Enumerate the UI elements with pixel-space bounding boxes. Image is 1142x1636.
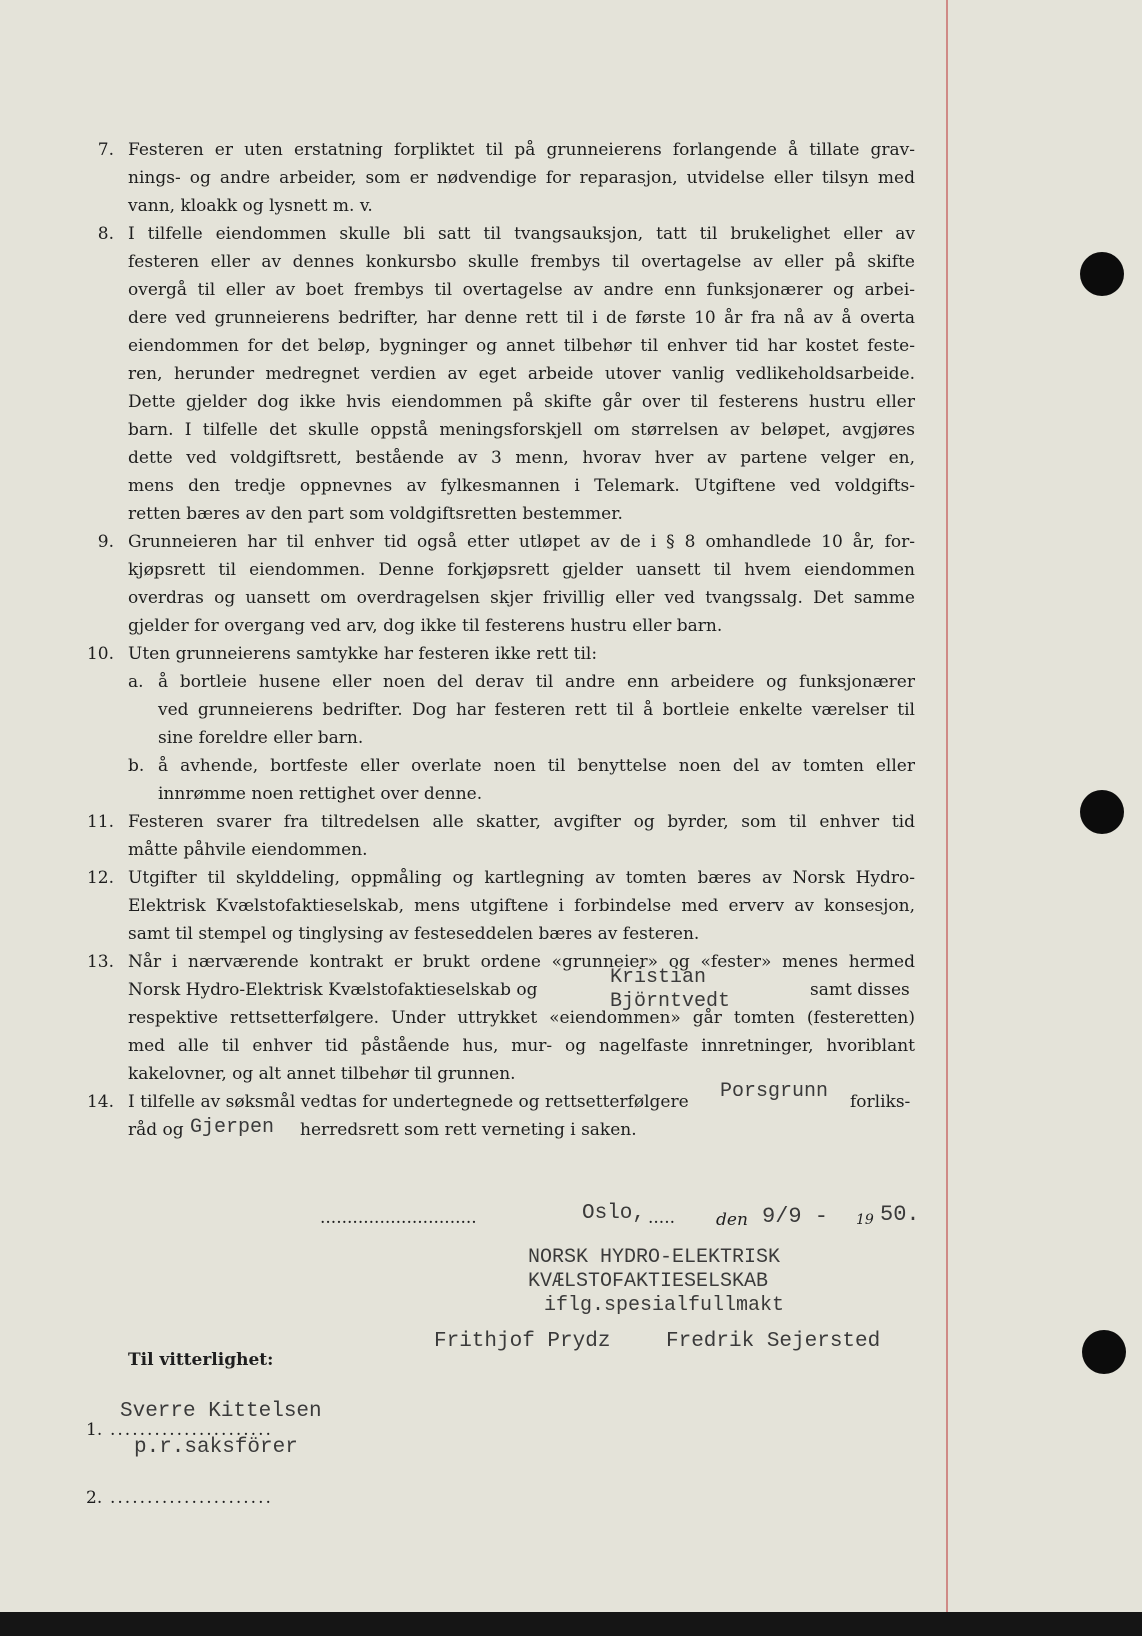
witness-number: 1. [86, 1420, 103, 1440]
date-dots: ..... [648, 1208, 676, 1228]
clause-line: overgå til eller av boet frembys til overtagelse av andre enn funksjonærer og arbei- [128, 280, 915, 300]
company-name: NORSK HYDRO-ELEKTRISK [528, 1246, 781, 1269]
witness-label: Til vitterlighet: [128, 1350, 274, 1370]
clause-line: måtte påhvile eiendommen. [128, 840, 368, 860]
witness-dots: ...................... [110, 1488, 273, 1508]
subclause-line: ved grunneierens bedrifter. Dog har festeren rett til å bortleie enkelte værelser til [158, 700, 915, 720]
signer-name: Frithjof Prydz [434, 1330, 611, 1353]
clause-number: 9. [97, 532, 114, 552]
clause-line-fragment: forliks- [850, 1092, 911, 1112]
subclause-line: sine foreldre eller barn. [158, 728, 364, 748]
clause-line: gjelder for overgang ved arv, dog ikke til festerens hustru eller barn. [128, 616, 723, 636]
typed-place: Oslo, [582, 1202, 646, 1225]
clause-line: barn. I tilfelle det skulle oppstå meningsforskjell om størrelsen av beløpet, avgjøres [128, 420, 915, 440]
witness-dots: ...................... [110, 1420, 273, 1440]
typed-herredsrett-place: Gjerpen [190, 1116, 275, 1139]
clause-line-fragment: I tilfelle av søksmål vedtas for undertegnede og rettsetterfølgere [128, 1092, 689, 1112]
clause-line-fragment: herredsrett som rett verneting i saken. [300, 1120, 637, 1140]
clause-line: ren, herunder medregnet verdien av eget arbeide utover vanlig vedlikeholdsarbeide. [128, 364, 915, 384]
clause-line: Utgifter til skylddeling, oppmåling og kartlegning av tomten bæres av Norsk Hydro- [128, 868, 915, 888]
clause-line: Festeren svarer fra tiltredelsen alle skatter, avgifter og byrder, som til enhver tid [128, 812, 915, 832]
punch-hole [1080, 252, 1124, 296]
subclause-line: innrømme noen rettighet over denne. [158, 784, 483, 804]
witness-title: p.r.saksförer [134, 1436, 298, 1459]
subclause-line: å avhende, bortfeste eller overlate noen til benyttelse noen del av tomten eller [158, 756, 915, 776]
clause-line: Dette gjelder dog ikke hvis eiendommen på skifte går over til festerens hustru eller [128, 392, 915, 412]
subclause-letter: a. [128, 672, 144, 692]
subclause-letter: b. [128, 756, 145, 776]
clause-line: overdras og uansett om overdragelsen skjer frivillig eller ved tvangssalg. Det samme [128, 588, 915, 608]
clause-number: 11. [86, 812, 114, 832]
clause-number: 7. [97, 140, 114, 160]
year-prefix: 19 [856, 1212, 874, 1228]
clause-number: 14. [86, 1092, 114, 1112]
typed-fester-name: Björntvedt [610, 990, 731, 1013]
den-label: den [716, 1210, 748, 1230]
clause-line-fragment: råd og [128, 1120, 184, 1140]
subclause-line: å bortleie husene eller noen del derav til andre enn arbeidere og funksjonærer [158, 672, 915, 692]
typed-year: 50. [880, 1202, 920, 1227]
clause-line: Elektrisk Kvælstofaktieselskab, mens utgiftene i forbindelse med erverv av konsesjon, [128, 896, 915, 916]
clause-number: 10. [86, 644, 114, 664]
clause-line: festeren eller av dennes konkursbo skulle frembys til overtagelse av eller på skifte [128, 252, 915, 272]
clause-line: dere ved grunneierens bedrifter, har denne rett til i de første 10 år fra nå av å overta [128, 308, 915, 328]
witness-name: Sverre Kittelsen [120, 1400, 322, 1423]
clause-number: 8. [97, 224, 114, 244]
clause-line: vann, kloakk og lysnett m. v. [128, 196, 373, 216]
punch-hole [1080, 790, 1124, 834]
clause-line: Festeren er uten erstatning forpliktet til på grunneierens forlangende å tillate grav- [128, 140, 915, 160]
clause-line: Uten grunneierens samtykke har festeren ikke rett til: [128, 644, 598, 664]
company-name: KVÆLSTOFAKTIESELSKAB [528, 1270, 769, 1293]
clause-number: 12. [86, 868, 114, 888]
clause-line-fragment: samt disses [810, 980, 910, 1000]
clause-line: respektive rettsetterfølgere. Under uttrykket «eiendommen» går tomten (festeretten) [128, 1008, 915, 1028]
clause-line: kjøpsrett til eiendommen. Denne forkjøpsrett gjelder uansett til hvem eiendommen [128, 560, 915, 580]
clause-line: nings- og andre arbeider, som er nødvendige for reparasjon, utvidelse eller tilsyn med [128, 168, 915, 188]
scan-bottom-edge [0, 1612, 1142, 1636]
signer-name: Fredrik Sejersted [666, 1330, 881, 1353]
clause-line-fragment: Norsk Hydro-Elektrisk Kvælstofaktieselskab og [128, 980, 538, 1000]
clause-line: retten bæres av den part som voldgiftsretten bestemmer. [128, 504, 623, 524]
clause-line: med alle til enhver tid påstående hus, mur- og nagelfaste innretninger, hvoriblant [128, 1036, 915, 1056]
clause-line: Grunneieren har til enhver tid også etter utløpet av de i § 8 omhandlede 10 år, for- [128, 532, 915, 552]
typed-fester-name: Kristian [610, 966, 707, 989]
punch-hole [1082, 1330, 1126, 1374]
clause-line: mens den tredje oppnevnes av fylkesmannen i Telemark. Utgiftene ved voldgifts- [128, 476, 915, 496]
clause-line: samt til stempel og tinglysing av festeseddelen bæres av festeren. [128, 924, 700, 944]
typed-date: 9/9 - [762, 1204, 829, 1229]
red-margin-line [946, 0, 948, 1612]
clause-number: 13. [86, 952, 114, 972]
clause-line: I tilfelle eiendommen skulle bli satt til tvangsauksjon, tatt til brukelighet eller av [128, 224, 915, 244]
typed-forliksrad-place: Porsgrunn [720, 1080, 829, 1103]
witness-number: 2. [86, 1488, 103, 1508]
clause-line: kakelovner, og alt annet tilbehør til grunnen. [128, 1064, 516, 1084]
date-dots: ............................. [320, 1208, 477, 1228]
clause-line: dette ved voldgiftsrett, bestående av 3 menn, hvorav hver av partene velger en, [128, 448, 915, 468]
clause-line: Når i nærværende kontrakt er brukt ordene «grunneier» og «fester» menes hermed [128, 952, 915, 972]
authority-note: iflg.spesialfullmakt [544, 1294, 785, 1317]
clause-line: eiendommen for det beløp, bygninger og annet tilbehør til enhver tid har kostet feste- [128, 336, 915, 356]
